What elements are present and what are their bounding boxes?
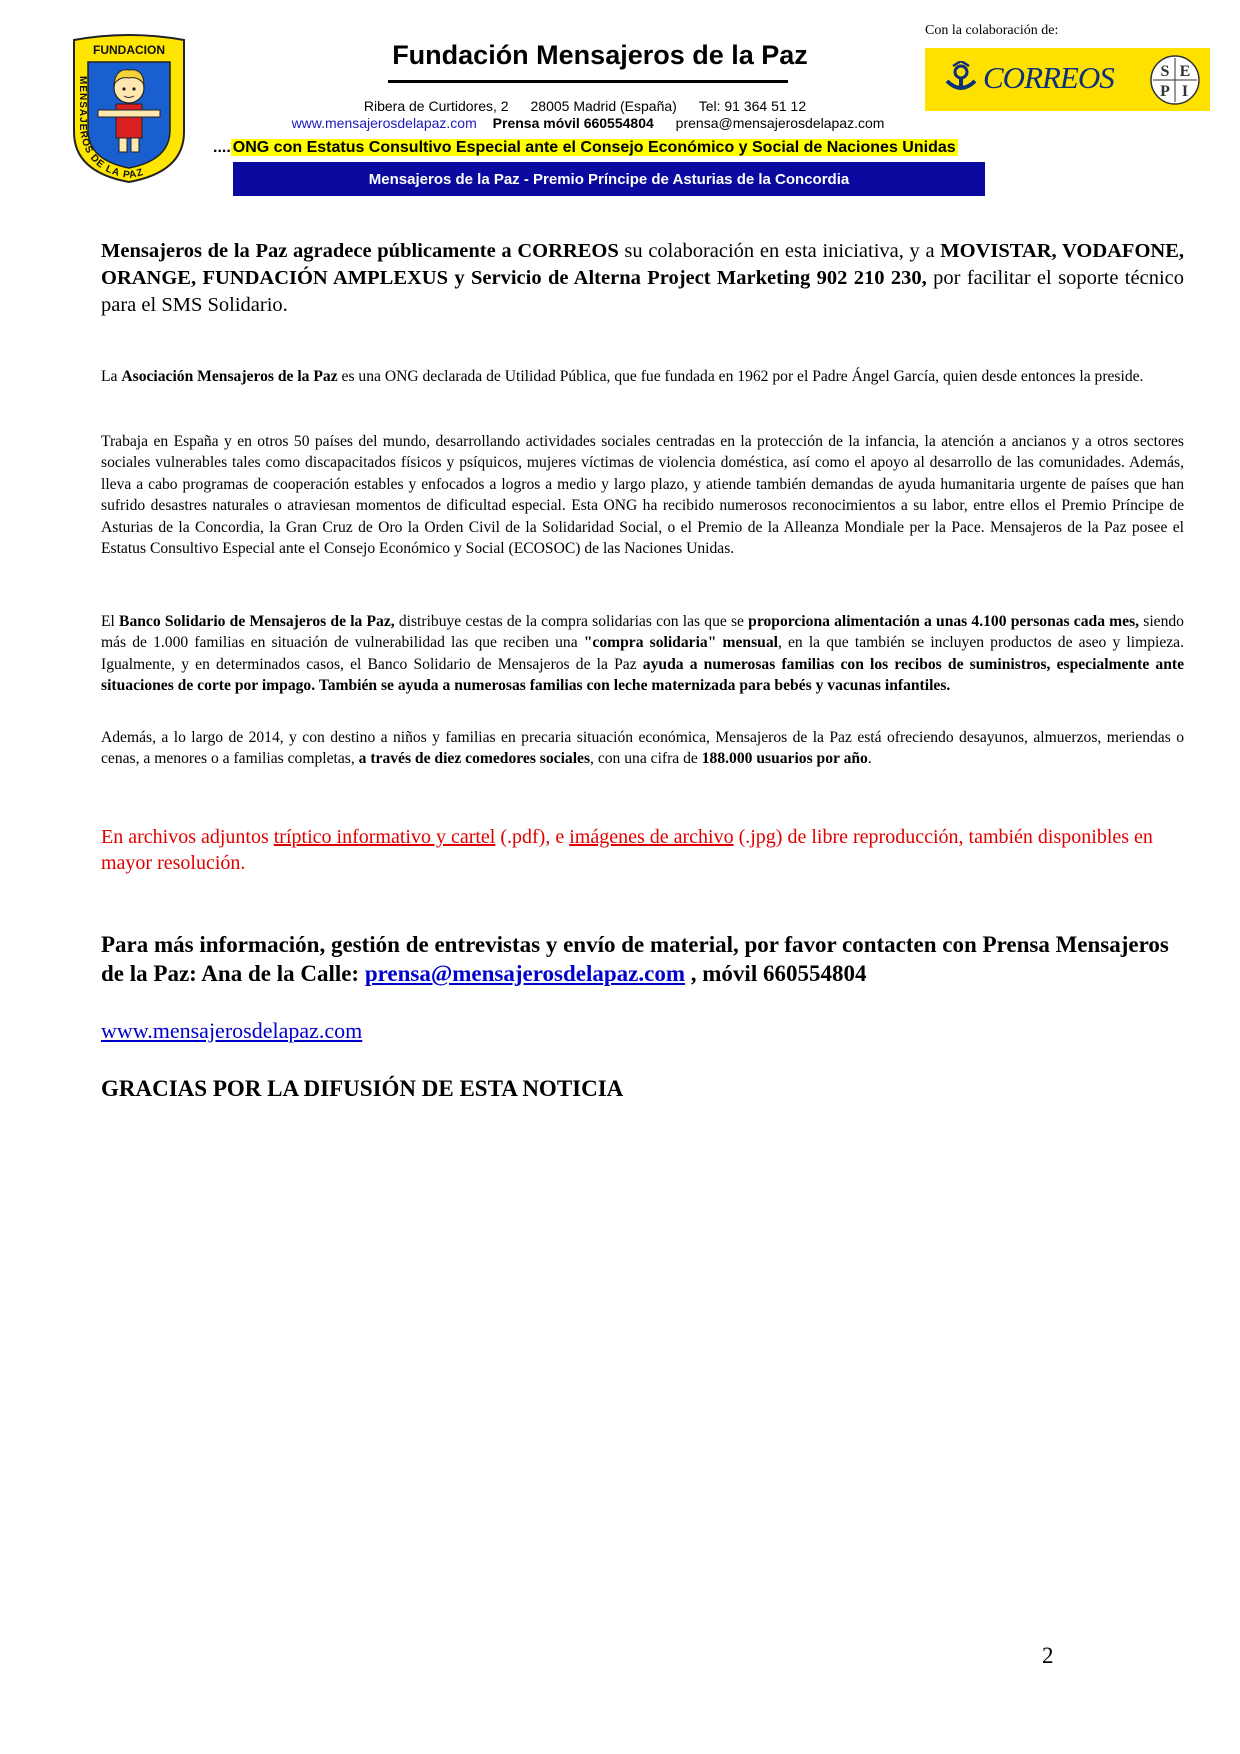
p1-text-c: es una ONG declarada de Utilidad Pública, que fue fundada en 1962 por el Padre Ángel García, quien desde entonces la preside. xyxy=(337,368,1144,385)
ong-status-line xyxy=(213,139,958,161)
foundation-logo xyxy=(64,32,194,184)
ong-status-text: ONG con Estatus Consultivo Especial ante el Consejo Económico y Social de Naciones Unidas xyxy=(232,139,956,156)
thanks-paragraph xyxy=(101,238,1184,319)
attachments-text-c: (.pdf) xyxy=(495,826,546,848)
svg-text:I: I xyxy=(1181,83,1189,100)
p3-text-g: , en la que también se incluyen productos de aseo y limpieza. Igualmente, y en determinados casos, el Banco Solidario de Mensajeros de la Paz xyxy=(101,634,1184,673)
address-line xyxy=(320,98,850,114)
attachments-notice xyxy=(101,824,1184,876)
attachments-text-a: En archivos adjuntos xyxy=(101,826,274,848)
closing-thanks: GRACIAS POR LA DIFUSIÓN DE ESTA NOTICIA xyxy=(101,1076,624,1101)
header-mobile: Prensa móvil 660554804 xyxy=(492,115,654,131)
p3-text-e: siendo más de 1.000 familias en situación de vulnerabilidad las que reciben una xyxy=(101,613,1184,652)
p3-bold-f: "compra solidaria" mensual xyxy=(583,634,778,652)
sponsor-logos xyxy=(925,48,1210,111)
thanks-text-2: por facilitar el soporte técnico para el SMS Solidario. xyxy=(101,267,1184,316)
thanks-text-1: su colaboración en esta iniciativa, y a xyxy=(618,240,941,262)
svg-text:MENSAJEROS DE LA PAZ: MENSAJEROS DE LA PAZ xyxy=(77,76,146,182)
correos-wordmark: CORREOS xyxy=(983,60,1114,95)
sepi-logo-icon xyxy=(1148,54,1202,106)
p4-text-a: Además, a lo largo de 2014, y con destino a niños y familias en precaria situación económica, Mensajeros de la Paz está ofreciendo desayunos, almuerzos, meriendas o cenas, a menores o a familias completas, xyxy=(101,729,1184,768)
p3-bold-b: Banco Solidario de Mensajeros de la Paz, xyxy=(119,613,395,630)
award-banner: Mensajeros de la Paz - Premio Príncipe de Asturias de la Concordia xyxy=(233,162,985,196)
svg-text:P: P xyxy=(1160,83,1170,100)
p3-text-c: distribuye cestas de la compra solidarias con las que se xyxy=(394,613,749,630)
contact-line xyxy=(258,115,918,131)
website-link[interactable]: www.mensajerosdelapaz.com xyxy=(101,1018,363,1043)
header-website-link[interactable]: www.mensajerosdelapaz.com xyxy=(291,115,477,131)
p4-bold-d: 188.000 usuarios por año xyxy=(701,750,868,768)
p1-text-a: La xyxy=(101,368,122,385)
press-email-link[interactable]: prensa@mensajerosdelapaz.com xyxy=(364,961,686,986)
food-bank-paragraph xyxy=(101,611,1184,697)
p4-bold-b: a través de diez comedores sociales xyxy=(358,750,591,768)
thanks-correos: Mensajeros de la Paz agradece públicamente a CORREOS xyxy=(101,240,619,262)
city-address: 28005 Madrid (España) xyxy=(530,98,677,114)
p4-text-c: , con una cifra de xyxy=(590,750,702,768)
p3-text-a: El xyxy=(101,613,120,630)
correos-logo xyxy=(943,60,1114,96)
phone-number: Tel: 91 364 51 12 xyxy=(698,98,807,114)
association-paragraph xyxy=(101,366,1184,387)
attachments-text-g: (.jpg) de libre reproducción, también disponibles en mayor resolución. xyxy=(101,826,1153,874)
p4-text-e: . xyxy=(867,750,872,768)
contact-text-a: Para más información, gestión de entrevistas y envío de material, por favor contacten con Prensa Mensajeros de la Paz: Ana de la Calle: xyxy=(101,932,1169,986)
contact-text-b: , móvil 660554804 xyxy=(685,961,867,986)
attachments-text-e: e xyxy=(550,826,570,848)
p3-bold-h: ayuda a numerosas familias con los recibos de suministros, especialmente ante situaciones de corte por impago. También se ayuda a numerosas familias con leche maternizada para bebés y vacunas infantiles. xyxy=(101,655,1185,695)
svg-text:FUNDACION: FUNDACION xyxy=(93,43,165,57)
header-email[interactable]: prensa@mensajerosdelapaz.com xyxy=(675,115,885,131)
attachment-brochure-link[interactable]: tríptico informativo y cartel xyxy=(273,826,496,848)
p3-bold-d: proporciona alimentación a unas 4.100 personas cada mes, xyxy=(748,613,1140,630)
street-address: Ribera de Curtidores, 2 xyxy=(363,98,509,114)
ong-status-prefix: .... xyxy=(213,139,231,156)
foundation-logo-icon xyxy=(64,32,194,184)
svg-text:E: E xyxy=(1179,63,1191,80)
page-number: 2 xyxy=(1042,1643,1054,1668)
p1-bold: Asociación Mensajeros de la Paz xyxy=(121,368,338,385)
org-title: Fundación Mensajeros de la Paz xyxy=(392,40,808,70)
press-contact-paragraph xyxy=(101,930,1184,988)
collaboration-label: Con la colaboración de: xyxy=(925,23,1059,38)
attachment-images-link[interactable]: imágenes de archivo xyxy=(569,826,734,848)
svg-text:S: S xyxy=(1160,63,1170,80)
post-horn-icon xyxy=(943,61,979,95)
thanks-operators: MOVISTAR, VODAFONE, ORANGE, FUNDACIÓN AMPLEXUS y Servicio de Alterna Project Marketing 902 210 230, xyxy=(101,240,1184,289)
activities-paragraph: Trabaja en España y en otros 50 países del mundo, desarrollando actividades sociales centradas en la protección de la infancia, la atención a ancianos y a otros sectores sociales vulnerables tales como discapacitados físicos y psíquicos, mujeres víctimas de violencia doméstica, así como el apoyo al desarrollo de las comunidades. Además, lleva a cabo programas de cooperación estables y enfocados a logros a medio y largo plazo, y atiende también demandas de ayuda humanitaria urgente de países que han sufrido desastres naturales o atraviesan momentos de dificultad especial. Esta ONG ha recibido numerosos reconocimientos a su labor, entre ellos el Premio Príncipe de Asturias de la Concordia, la Gran Cruz de Oro la Orden Civil de la Solidaridad Social, o el Premio de la Alleanza Mondiale per la Pace. Mensajeros de la Paz posee el Estatus Consultivo Especial ante el Consejo Económico y Social (ECOSOC) de las Naciones Unidas. xyxy=(101,433,1184,558)
title-underline xyxy=(388,80,788,83)
attachments-comma: , xyxy=(545,826,551,848)
dining-paragraph xyxy=(101,727,1184,770)
